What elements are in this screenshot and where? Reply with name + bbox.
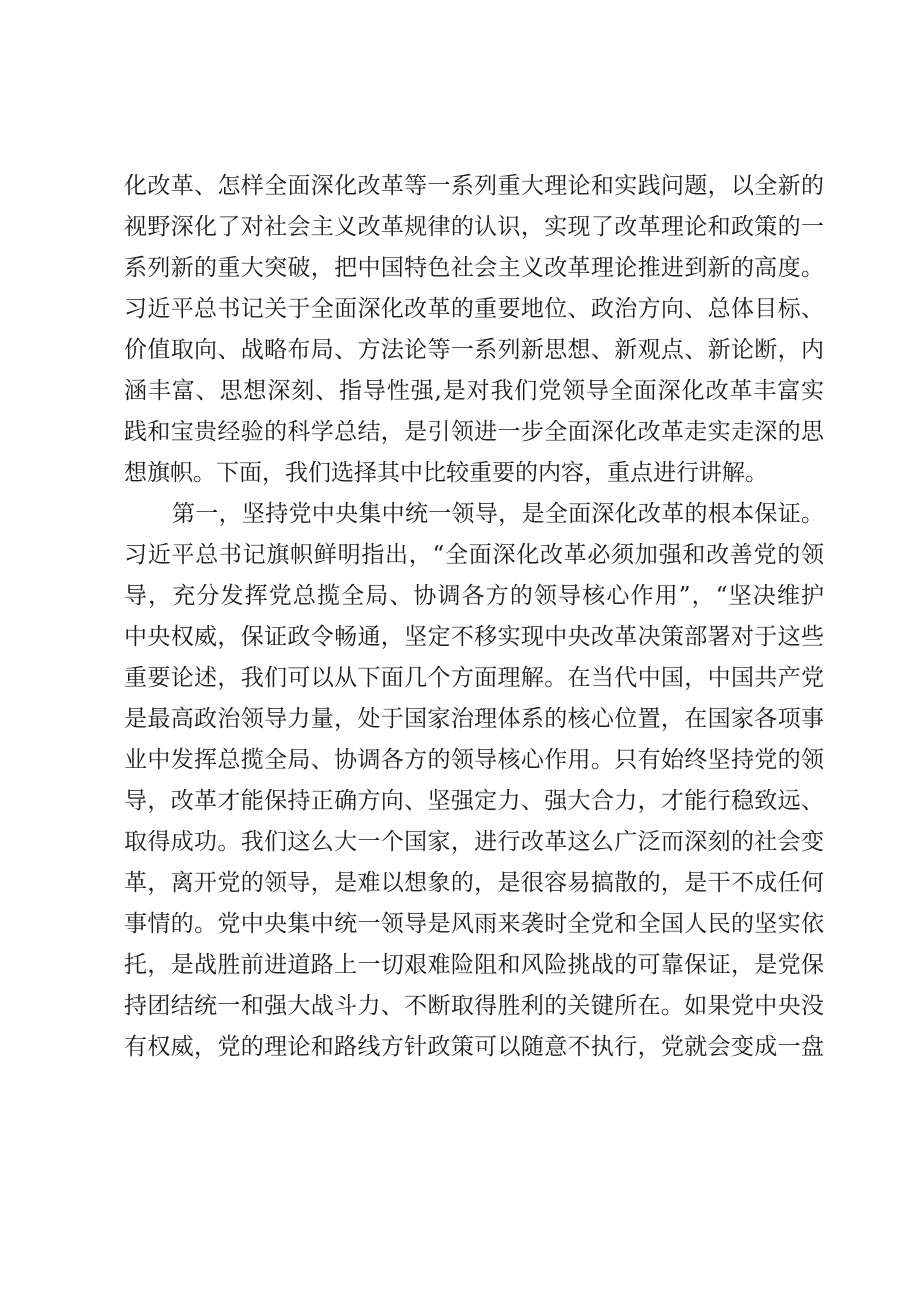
text-line: 导，充分发挥党总揽全局、协调各方的领导核心作用”，“坚决维护 <box>124 583 824 609</box>
text-line: 第一，坚持党中央集中统一领导，是全面深化改革的根本保证。 <box>172 501 824 527</box>
text-line: 事情的。党中央集中统一领导是风雨来袭时全党和全国人民的坚实依 <box>124 911 824 937</box>
text-line: 重要论述，我们可以从下面几个方面理解。在当代中国，中国共产党 <box>124 665 824 691</box>
text-line: 持团结统一和强大战斗力、不断取得胜利的关键所在。如果党中央没 <box>124 993 824 1019</box>
text-line: 中央权威，保证政令畅通，坚定不移实现中央改革决策部署对于这些 <box>124 624 824 650</box>
text-line: 系列新的重大突破，把中国特色社会主义改革理论推进到新的高度。 <box>124 255 824 281</box>
text-line: 习近平总书记关于全面深化改革的重要地位、政治方向、总体目标、 <box>124 296 824 322</box>
paragraph <box>124 494 824 1068</box>
text-line: 有权威，党的理论和路线方针政策可以随意不执行，党就会变成一盘 <box>124 1034 824 1060</box>
text-line: 是最高政治领导力量，处于国家治理体系的核心位置，在国家各项事 <box>124 706 824 732</box>
text-line: 导，改革才能保持正确方向、坚强定力、强大合力，才能行稳致远、 <box>124 788 824 814</box>
text-line: 视野深化了对社会主义改革规律的认识，实现了改革理论和政策的一 <box>124 214 824 240</box>
text-line: 价值取向、战略布局、方法论等一系列新思想、新观点、新论断，内 <box>124 337 824 363</box>
text-line: 托，是战胜前进道路上一切艰难险阻和风险挑战的可靠保证，是党保 <box>124 952 824 978</box>
body-text <box>124 166 824 1068</box>
text-line: 践和宝贵经验的科学总结，是引领进一步全面深化改革走实走深的思 <box>124 419 824 445</box>
paragraph <box>124 166 824 494</box>
text-line: 革，离开党的领导，是难以想象的，是很容易搞散的，是干不成任何 <box>124 870 824 896</box>
text-line: 习近平总书记旗帜鲜明指出，“全面深化改革必须加强和改善党的领 <box>124 542 824 568</box>
text-line: 业中发挥总揽全局、协调各方的领导核心作用。只有始终坚持党的领 <box>124 747 824 773</box>
text-line: 化改革、怎样全面深化改革等一系列重大理论和实践问题，以全新的 <box>124 173 824 199</box>
text-line: 想旗帜。下面，我们选择其中比较重要的内容，重点进行讲解。 <box>124 460 768 486</box>
text-line: 取得成功。我们这么大一个国家，进行改革这么广泛而深刻的社会变 <box>124 829 824 855</box>
text-line: 涵丰富、思想深刻、指导性强,是对我们党领导全面深化改革丰富实 <box>124 378 824 404</box>
